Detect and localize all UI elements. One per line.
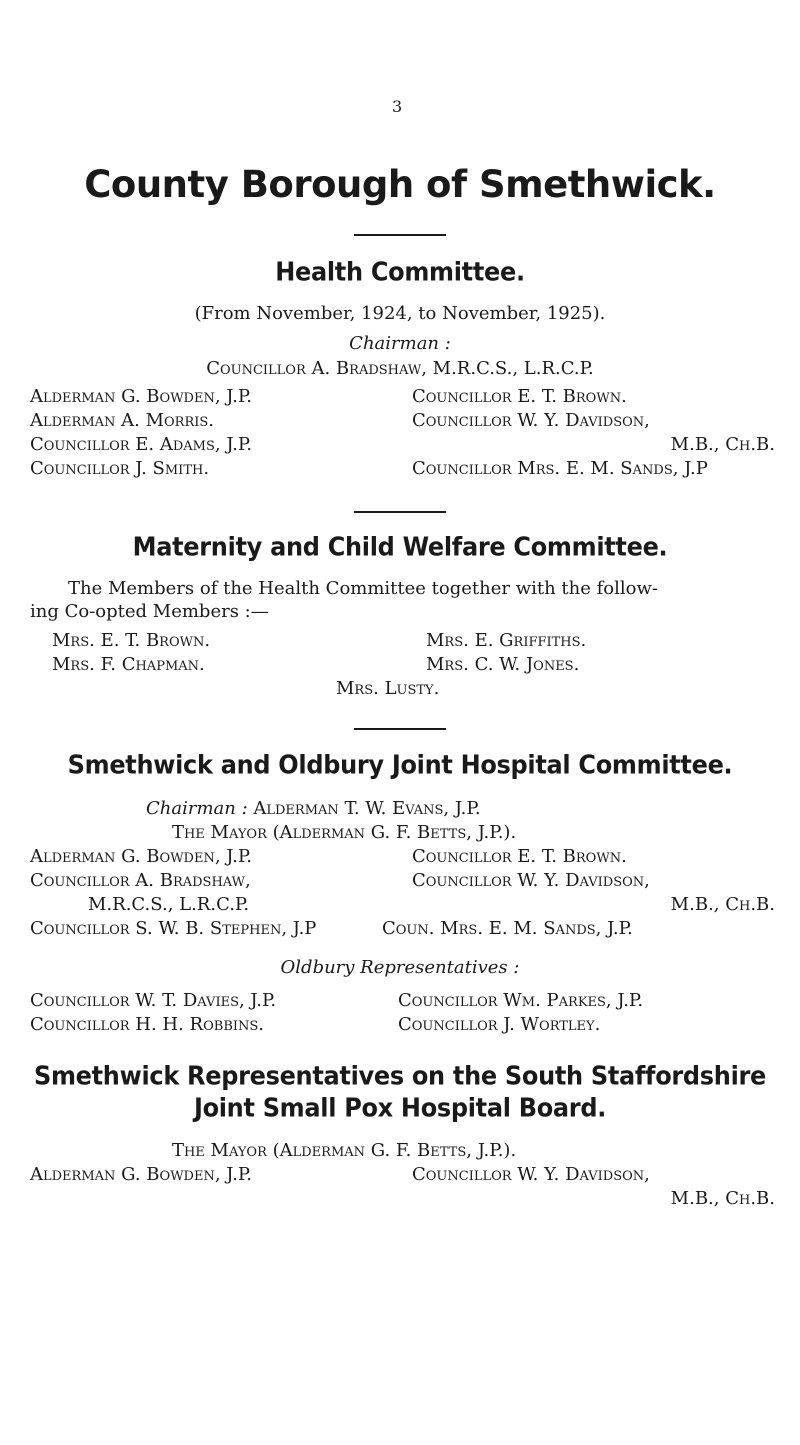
oldbury-member: Councillor W. T. Davies, J.P.: [30, 990, 277, 1011]
hospital-member: Councillor E. T. Brown.: [412, 846, 627, 867]
smallpox-member-degree: M.B., Ch.B.: [670, 1188, 775, 1209]
health-member: Councillor E. T. Brown.: [412, 386, 627, 407]
health-member: Alderman G. Bowden, J.P.: [30, 386, 253, 407]
smallpox-heading: Joint Small Pox Hospital Board.: [193, 1092, 607, 1124]
health-member: Councillor Mrs. E. M. Sands, J.P: [412, 458, 708, 479]
smallpox-member: Councillor W. Y. Davidson,: [412, 1164, 650, 1185]
hospital-member-degree: M.B., Ch.B.: [670, 894, 775, 915]
smallpox-mayor: The Mayor (Alderman G. F. Betts, J.P.).: [172, 1140, 517, 1161]
hospital-member: Councillor S. W. B. Stephen, J.P: [30, 918, 317, 939]
health-member: Councillor W. Y. Davidson,: [412, 410, 650, 431]
oldbury-member: Councillor H. H. Robbins.: [30, 1014, 265, 1035]
maternity-intro: ing Co-opted Members :—: [30, 601, 269, 622]
health-member-degree: M.B., Ch.B.: [670, 434, 775, 455]
divider: [354, 728, 446, 730]
oldbury-label: Oldbury Representatives :: [280, 957, 520, 978]
maternity-member: Mrs. Lusty.: [336, 678, 440, 699]
hospital-member: Alderman G. Bowden, J.P.: [30, 846, 253, 867]
smallpox-member: Alderman G. Bowden, J.P.: [30, 1164, 253, 1185]
hospital-heading: Smethwick and Oldbury Joint Hospital Committee.: [67, 749, 733, 781]
maternity-member: Mrs. F. Chapman.: [52, 654, 205, 675]
hospital-member: Coun. Mrs. E. M. Sands, J.P.: [382, 918, 633, 939]
health-chair-label: Chairman :: [349, 333, 451, 354]
health-chairman: Councillor A. Bradshaw, M.R.C.S., L.R.C.P.: [206, 358, 594, 379]
health-period: (From November, 1924, to November, 1925).: [194, 303, 606, 324]
maternity-member: Mrs. E. Griffiths.: [426, 630, 587, 651]
hospital-member: Councillor W. Y. Davidson,: [412, 870, 650, 891]
health-member: Councillor J. Smith.: [30, 458, 210, 479]
divider: [354, 511, 446, 513]
health-member: Alderman A. Morris.: [30, 410, 214, 431]
hospital-member: Councillor A. Bradshaw,: [30, 870, 251, 891]
oldbury-member: Councillor J. Wortley.: [398, 1014, 601, 1035]
health-member: Councillor E. Adams, J.P.: [30, 434, 253, 455]
hospital-chairman: Alderman T. W. Evans, J.P.: [253, 798, 481, 819]
page-number: 3: [392, 97, 403, 116]
hospital-chair-label: Chairman :: [146, 798, 248, 819]
hospital-mayor: The Mayor (Alderman G. F. Betts, J.P.).: [172, 822, 517, 843]
hospital-member-degree: M.R.C.S., L.R.C.P.: [88, 894, 250, 915]
page-title: County Borough of Smethwick.: [84, 163, 716, 206]
maternity-member: Mrs. E. T. Brown.: [52, 630, 211, 651]
smallpox-heading: Smethwick Representatives on the South Staffordshire: [33, 1060, 767, 1092]
maternity-member: Mrs. C. W. Jones.: [426, 654, 580, 675]
maternity-intro: The Members of the Health Committee together with the follow-: [68, 578, 658, 599]
oldbury-member: Councillor Wm. Parkes, J.P.: [398, 990, 644, 1011]
health-heading: Health Committee.: [275, 256, 525, 288]
divider: [354, 234, 446, 236]
maternity-heading: Maternity and Child Welfare Committee.: [132, 531, 668, 563]
